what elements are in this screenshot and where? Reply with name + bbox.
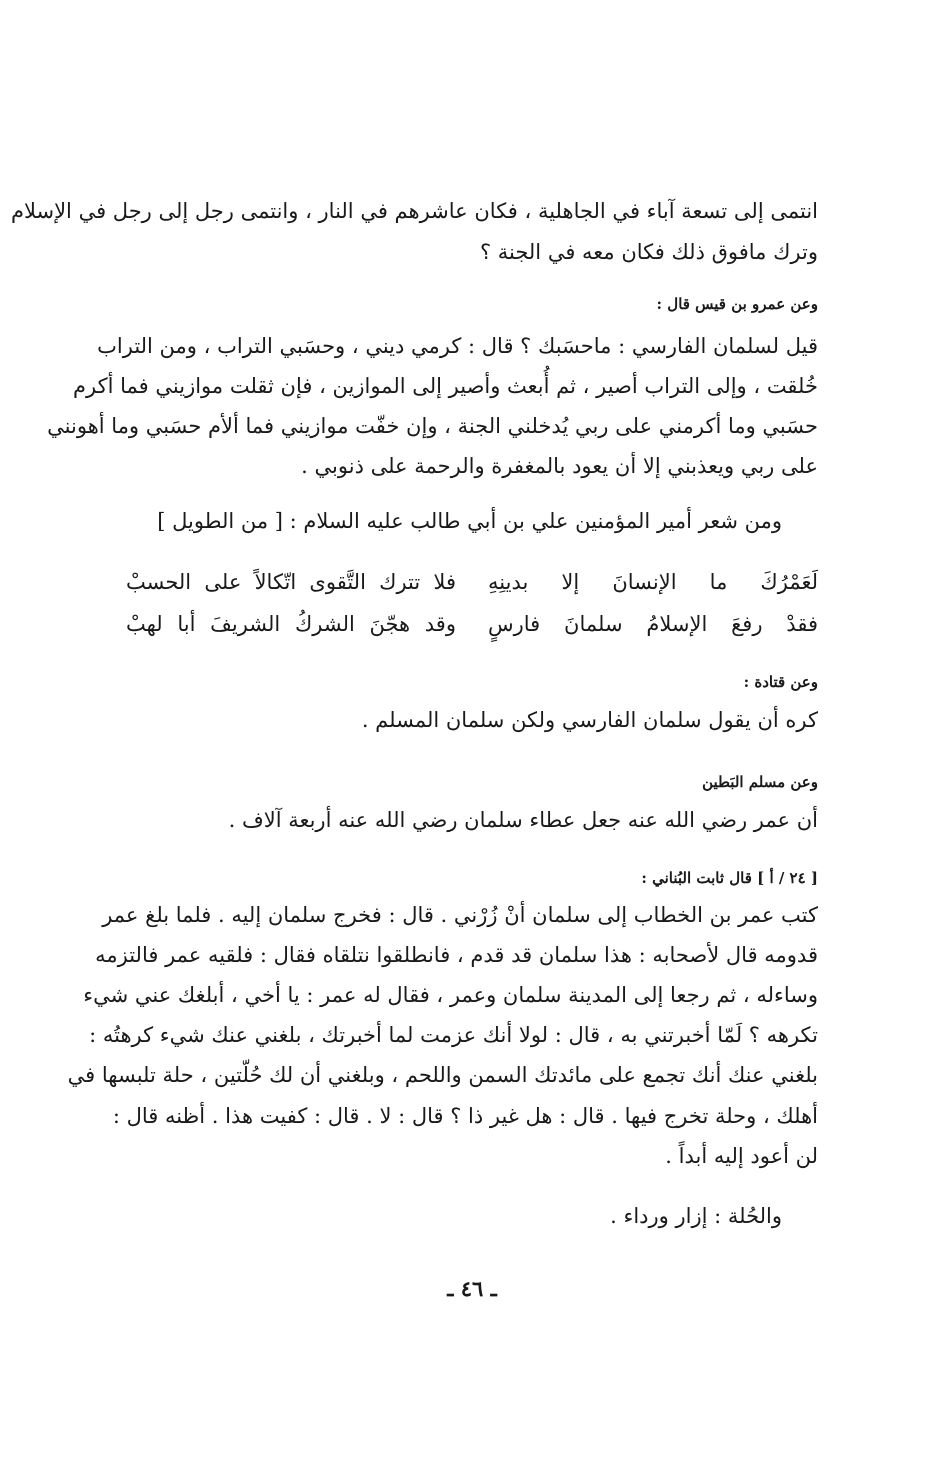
paragraph-line: انتمى إلى تسعة آباء في الجاهلية ، فكان عاشرهم في النار ، وانتمى رجل إلى رجل في الإسلام (10, 199, 818, 223)
paragraph-line: كتب عمر بن الخطاب إلى سلمان أنْ زُرْني . قال : فخرج سلمان إليه . فلما بلغ عمر (102, 903, 818, 927)
verse-first-hemistich: لَعَمْرُكَ ما الإنسانَ إلا بدينِهِ (488, 570, 818, 594)
section-heading: [ ٢٤ / أ ] قال ثابت البُناني : (641, 869, 818, 887)
page-number: ـ ٤٦ ـ (447, 1276, 497, 1301)
paragraph-line: على ربي ويعذبني إلا أن يعود بالمغفرة والرحمة على ذنوبي . (301, 454, 818, 478)
paragraph-line: وترك مافوق ذلك فكان معه في الجنة ؟ (479, 240, 818, 264)
paragraph-line: أهلك ، وحلة تخرج فيها . قال : هل غير ذا ؟ قال : لا . قال : كفيت هذا . أظنه قال : (112, 1104, 818, 1128)
verse-first-hemistich: فقدْ رفعَ الإسلامُ سلمانَ فارسٍ (488, 612, 818, 636)
poem-verse (126, 608, 818, 640)
verse-second-hemistich: وقد هجّنَ الشركُ الشريفَ أبا لهبْ (126, 612, 456, 636)
section-heading: وعن عمرو بن قيس قال : (656, 295, 818, 313)
section-heading: وعن مسلم البَطين (702, 773, 818, 791)
paragraph-line: لن أعود إليه أبداً . (665, 1144, 818, 1168)
paragraph-line: قيل لسلمان الفارسي : ماحسَبك ؟ قال : كرمي ديني ، وحسَبي التراب ، ومن التراب (97, 334, 818, 358)
paragraph-line: وساءله ، ثم رجعا إلى المدينة سلمان وعمر ، فقال له عمر : يا أخي ، أبلغك عني شيء (83, 983, 818, 1007)
section-heading: وعن قتادة : (743, 673, 818, 691)
verse-second-hemistich: فلا تترك التَّقوى اتّكالاً على الحسبْ (126, 570, 456, 594)
paragraph-line: والحُلة : إزار ورداء . (610, 1204, 782, 1228)
paragraph-line: أن عمر رضي الله عنه جعل عطاء سلمان رضي الله عنه أربعة آلاف . (228, 808, 818, 832)
poem-intro: ومن شعر أمير المؤمنين علي بن أبي طالب عليه السلام : [ من الطويل ] (157, 509, 782, 533)
poem-verse (126, 566, 818, 598)
paragraph-line: تكرهه ؟ لَمّا أخبرتني به ، قال : لولا أنك عزمت لما أخبرتك ، بلغني عنك شيء كرهتُه : (89, 1023, 818, 1047)
paragraph-line: قدومه قال لأصحابه : هذا سلمان قد قدم ، فانطلقوا نتلقاه فقال : فلقيه عمر فالتزمه (95, 943, 818, 967)
paragraph-line: خُلقت ، وإلى التراب أصير ، ثم أُبعث وأصير إلى الموازين ، فإن ثقلت موازيني فما أكرم (73, 374, 818, 398)
paragraph-line: بلغني عنك أنك تجمع على مائدتك السمن واللحم ، وبلغني أن لك حُلّتين ، حلة تلبسها في (67, 1063, 818, 1087)
paragraph-line: حسَبي وما أكرمني على ربي يُدخلني الجنة ، وإن خفّت موازيني فما ألأم حسَبي وما أهونني (47, 414, 818, 438)
paragraph-line: كره أن يقول سلمان الفارسي ولكن سلمان المسلم . (361, 708, 818, 732)
